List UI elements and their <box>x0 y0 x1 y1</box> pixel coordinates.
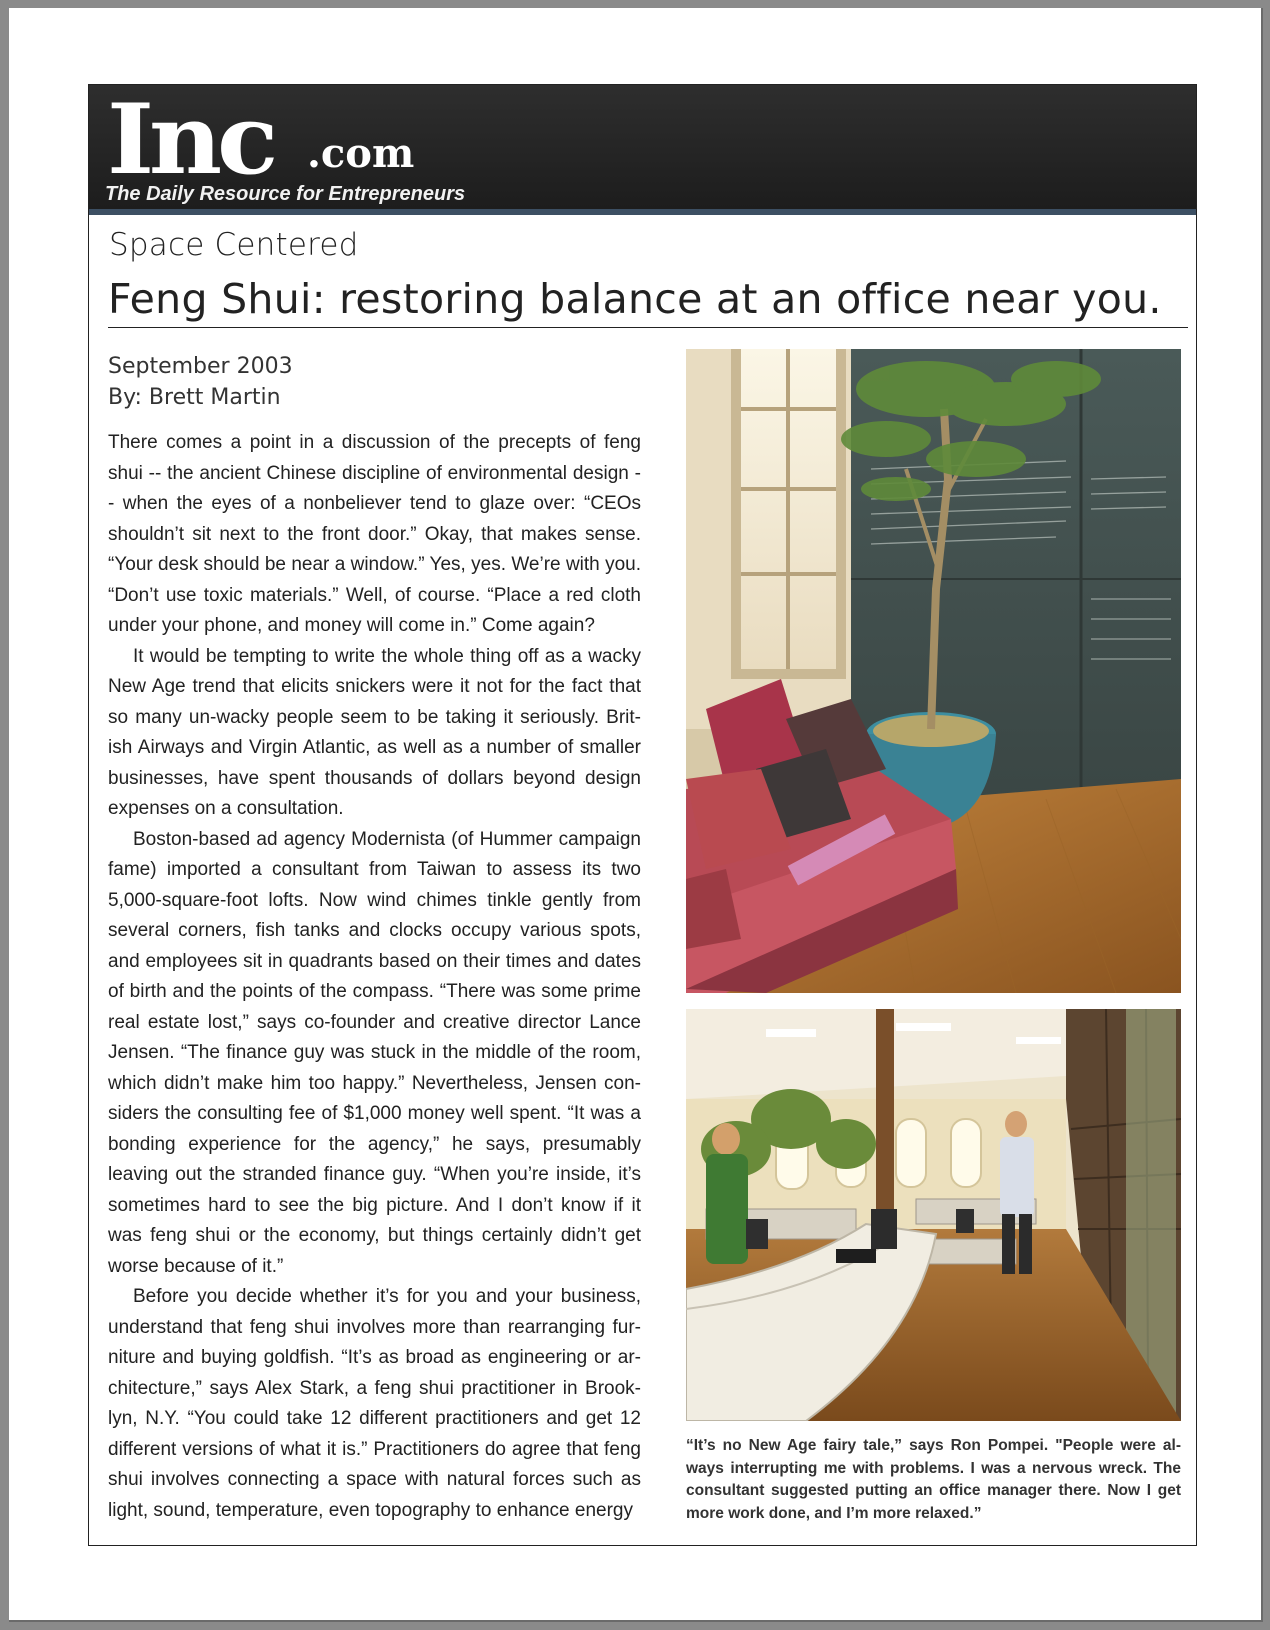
section-kicker: Space Centered <box>109 227 359 263</box>
photo-caption: “It’s no New Age fairy tale,” says Ron Pompei. "People were al-ways interrupting me with problems. I was a nervous wreck. The consultant suggested putting an office manager there. Now I get more work done, and I’m more relaxed.” <box>686 1437 1181 1522</box>
body-paragraph: It would be tempting to write the whole thing off as a wacky New Age trend that elicits snickers were it not for the fact that so many un-wacky people seem to be taking it seriously. Brit-ish Airways and Virgin Atlantic, as well as a number of smaller businesses, have spent thousands of dollars beyond design expenses on a consultation. <box>108 645 641 819</box>
article-byline: By: Brett Martin <box>108 385 281 410</box>
article-date: September 2003 <box>108 354 293 379</box>
body-paragraph: Before you decide whether it’s for you and your business, understand that feng shui involves more than rearranging fur-niture and buying goldfish. “It’s as broad as engineering or ar-chitecture,” says Alex Stark, a feng shui practitioner in Brook-lyn, N.Y. “You could take 12 different practitioners and get 12 different versions of what it is.” Practitioners do agree that feng shui involves connecting a space with natural forces such as light, sound, temperature, even topography to enhance energy <box>108 1286 641 1521</box>
photo-open-office <box>686 1009 1181 1421</box>
article-headline: Feng Shui: restoring balance at an office near you. <box>108 275 1188 328</box>
article-body <box>108 428 641 1526</box>
masthead-tagline: The Daily Resource for Entrepreneurs <box>105 183 466 205</box>
logo-dotcom: .com <box>307 130 415 177</box>
body-paragraph: Boston-based ad agency Modernista (of Hummer campaign fame) imported a consultant from Taiwan to assess its two 5,000-square-foot lofts. Now wind chimes tinkle gently from several corners, fish tanks and clocks occupy various spots, and employees sit in quadrants based on their times and dates of birth and the points of the compass. “There was some prime real estate lost,” says co-founder and creative director Lance Jensen. “The finance guy was stuck in the middle of the room, which didn’t make him too happy.” Nevertheless, Jensen con-siders the consulting fee of $1,000 money well spent. “It was a bonding experience for the agency,” he says, presumably leaving out the stranded finance guy. “When you’re inside, it’s sometimes hard to see the big picture. And I don’t know if it was feng shui or the economy, but things certainly didn’t get worse because of it.” <box>108 828 641 1277</box>
body-paragraph: There comes a point in a discussion of the precepts of feng shui -- the ancient Chinese discipline of environmental design -- when the eyes of a nonbeliever tend to glaze over: “CEOs shouldn’t sit next to the front door.” Okay, that makes sense. “Your desk should be near a window.” Yes, yes. We’re with you. “Don’t use toxic materials.” Well, of course. “Place a red cloth under your phone, and money will come in.” Come again? <box>108 432 641 636</box>
dateline <box>108 351 293 413</box>
masthead <box>89 85 1196 215</box>
document-page <box>9 8 1263 1622</box>
photo-office-corner <box>686 349 1181 993</box>
article-frame <box>88 84 1197 1546</box>
inc-logo: Inc <box>107 83 274 196</box>
